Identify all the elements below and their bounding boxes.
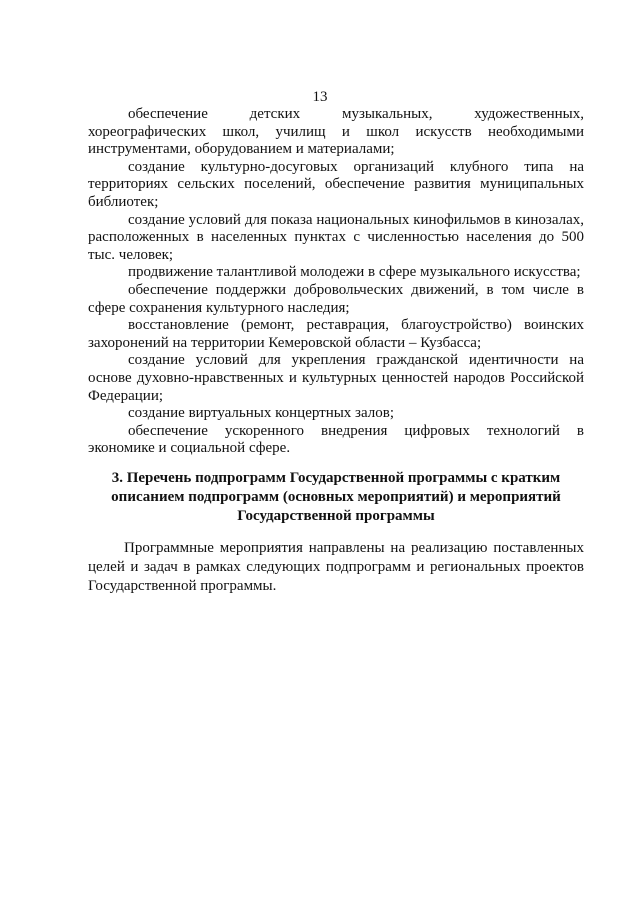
list-item: продвижение талантливой молодежи в сфере музыкального искусства; [128,264,581,281]
page-number: 13 [312,89,328,105]
list-item: создание культурно-досуговых организаций клубного типа на территориях сельских поселений, обеспечение развития муниципальных библиотек; [88,158,584,210]
list-item: создание условий для показа национальных кинофильмов в кинозалах, расположенных в населенных пунктах с численностью населения до 500 тыс. человек; [88,211,584,263]
list-item: обеспечение детских музыкальных, художественных, хореографических школ, училищ и школ искусств необходимыми инструментами, оборудованием и материалами; [88,106,584,158]
goals-list [88,106,584,458]
list-item: создание условий для укрепления гражданской идентичности на основе духовно-нравственных и культурных ценностей народов Российской Федерации; [88,352,584,404]
list-item: обеспечение ускоренного внедрения цифровых технологий в экономике и социальной сфере. [88,422,584,457]
section-heading: 3. Перечень подпрограмм Государственной программы с кратким описанием подпрограмм (основных мероприятий) и мероприятий Государственной программы [111,470,561,524]
list-item: создание виртуальных концертных залов; [128,405,395,422]
list-item: восстановление (ремонт, реставрация, благоустройство) воинских захоронений на территории Кемеровской области – Кузбасса; [88,317,584,351]
list-item: обеспечение поддержки добровольческих движений, в том числе в сфере сохранения культурного наследия; [88,281,584,316]
section-intro-paragraph: Программные мероприятия направлены на реализацию поставленных целей и задач в рамках следующих подпрограмм и региональных проектов Государственной программы. [88,540,584,594]
